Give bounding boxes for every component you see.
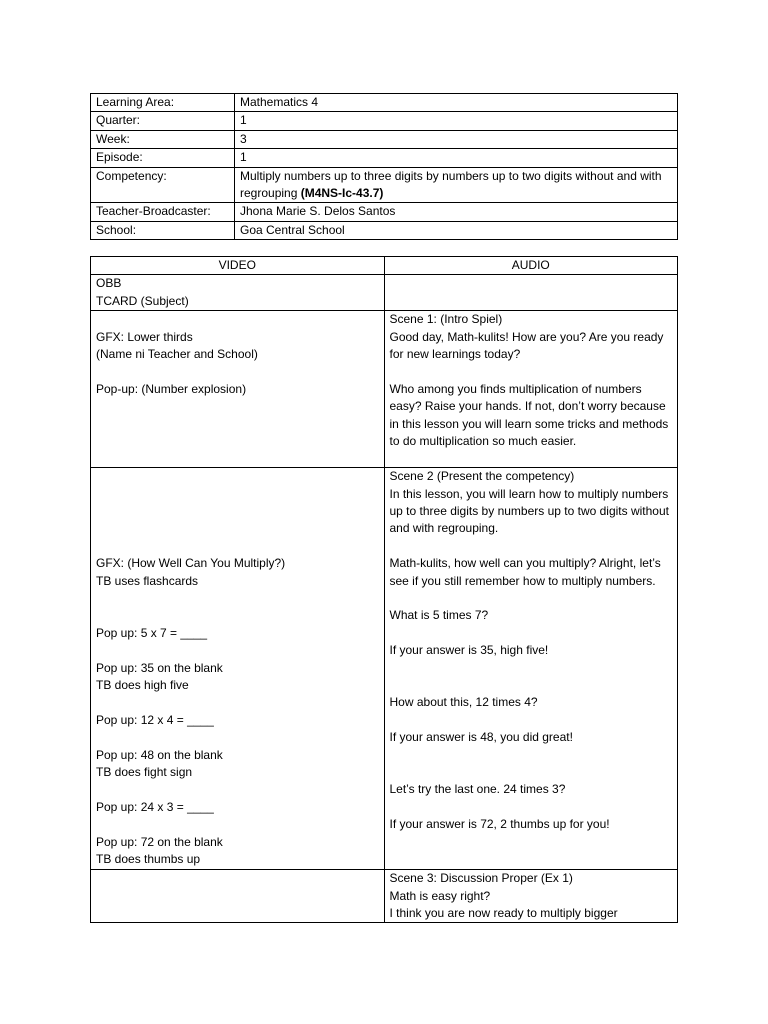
audio-line: I think you are now ready to multiply bigger bbox=[389, 906, 618, 921]
audio-cell bbox=[384, 468, 678, 870]
audio-line: Scene 3: Discussion Proper (Ex 1) bbox=[389, 871, 573, 886]
info-value: Mathematics 4 bbox=[235, 94, 678, 112]
video-cell bbox=[91, 870, 385, 923]
info-row-quarter bbox=[91, 112, 678, 130]
info-label: Competency: bbox=[91, 167, 235, 203]
audio-cell bbox=[384, 275, 678, 311]
info-row-episode bbox=[91, 149, 678, 167]
video-line: Pop up: 72 on the blank bbox=[96, 834, 223, 849]
info-label: Episode: bbox=[91, 149, 235, 167]
video-line: TCARD (Subject) bbox=[96, 293, 189, 308]
video-line: Pop-up: (Number explosion) bbox=[96, 381, 247, 396]
audio-line: Let’s try the last one. 24 times 3? bbox=[389, 782, 566, 797]
video-cell bbox=[91, 468, 385, 870]
info-value: Goa Central School bbox=[235, 221, 678, 239]
audio-line: If your answer is 35, high five! bbox=[389, 643, 549, 658]
audio-line: Scene 2 (Present the competency) bbox=[389, 469, 575, 484]
audio-column-header: AUDIO bbox=[384, 257, 678, 275]
video-line: Pop up: 12 x 4 = ____ bbox=[96, 712, 214, 727]
info-row-learning-area bbox=[91, 94, 678, 112]
video-cell bbox=[91, 275, 385, 311]
info-row-school bbox=[91, 221, 678, 239]
audio-line: Math is easy right? bbox=[389, 888, 491, 903]
video-line: GFX: Lower thirds bbox=[96, 329, 193, 344]
video-line: TB does high five bbox=[96, 678, 189, 693]
info-label: Quarter: bbox=[91, 112, 235, 130]
competency-text: Multiply numbers up to three digits by numbers up to two digits without and with regrouping bbox=[240, 168, 662, 201]
info-value: Jhona Marie S. Delos Santos bbox=[235, 203, 678, 221]
script-header-row bbox=[91, 257, 678, 275]
audio-line: Math-kulits, how well can you multiply? Alright, let’s see if you still remember how to multiply numbers. bbox=[389, 556, 661, 588]
script-row-scene-3 bbox=[91, 870, 678, 923]
info-label: Week: bbox=[91, 130, 235, 148]
video-line: Pop up: 35 on the blank bbox=[96, 660, 223, 675]
info-value bbox=[235, 167, 678, 203]
info-value: 1 bbox=[235, 149, 678, 167]
audio-line: Scene 1: (Intro Spiel) bbox=[389, 312, 503, 327]
info-label: Learning Area: bbox=[91, 94, 235, 112]
video-line: GFX: (How Well Can You Multiply?) bbox=[96, 556, 286, 571]
audio-line: If your answer is 72, 2 thumbs up for you! bbox=[389, 817, 610, 832]
video-line: Pop up: 5 x 7 = ____ bbox=[96, 625, 208, 640]
script-row-scene-2 bbox=[91, 468, 678, 870]
competency-code: (M4NS-Ic-43.7) bbox=[300, 186, 384, 201]
info-value: 1 bbox=[235, 112, 678, 130]
video-line: TB does fight sign bbox=[96, 765, 193, 780]
video-audio-script-table bbox=[90, 256, 678, 923]
video-line: OBB bbox=[96, 276, 122, 291]
info-row-teacher bbox=[91, 203, 678, 221]
lesson-info-table bbox=[90, 93, 678, 240]
video-line: Pop up: 24 x 3 = ____ bbox=[96, 799, 214, 814]
audio-line: Who among you finds multiplication of numbers easy? Raise your hands. If not, don’t worry because in this lesson you will learn some tricks and methods to do multiplication so much easier. bbox=[389, 381, 669, 449]
audio-cell bbox=[384, 870, 678, 923]
audio-line: How about this, 12 times 4? bbox=[389, 695, 538, 710]
audio-line: What is 5 times 7? bbox=[389, 608, 489, 623]
video-column-header: VIDEO bbox=[91, 257, 385, 275]
video-cell bbox=[91, 311, 385, 468]
audio-line: Good day, Math-kulits! How are you? Are you ready for new learnings today? bbox=[389, 329, 664, 362]
video-line: Pop up: 48 on the blank bbox=[96, 747, 223, 762]
video-line: TB uses flashcards bbox=[96, 573, 199, 588]
video-line: TB does thumbs up bbox=[96, 852, 201, 867]
video-line: (Name ni Teacher and School) bbox=[96, 347, 258, 362]
info-row-week bbox=[91, 130, 678, 148]
info-label: Teacher-Broadcaster: bbox=[91, 203, 235, 221]
info-row-competency bbox=[91, 167, 678, 203]
script-row-scene-1 bbox=[91, 311, 678, 468]
audio-cell bbox=[384, 311, 678, 468]
info-label: School: bbox=[91, 221, 235, 239]
audio-line: In this lesson, you will learn how to multiply numbers up to three digits by numbers up to two digits without and with regrouping. bbox=[389, 486, 669, 536]
info-value: 3 bbox=[235, 130, 678, 148]
script-row-obb bbox=[91, 275, 678, 311]
audio-line: If your answer is 48, you did great! bbox=[389, 730, 573, 745]
